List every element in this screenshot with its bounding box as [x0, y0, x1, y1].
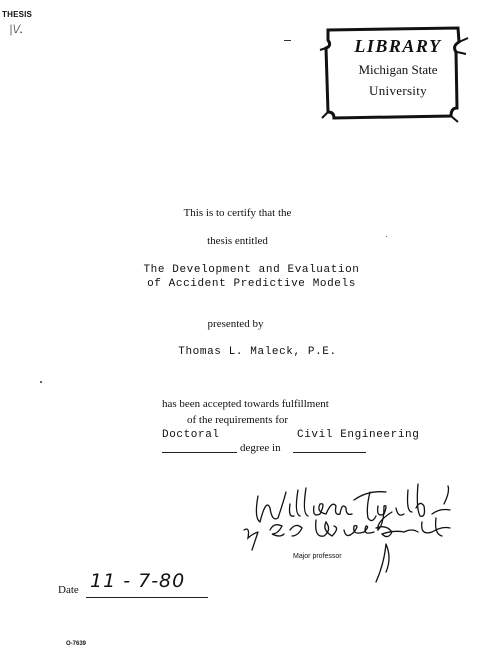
thesis-title-line1: The Development and Evaluation: [143, 264, 360, 276]
degree-field: Civil Engineering: [297, 429, 420, 441]
speck-mark: [40, 381, 42, 383]
date-label: Date: [58, 584, 79, 596]
certify-line: This is to certify that the: [183, 207, 292, 219]
form-code: O-7639: [66, 641, 87, 647]
degree-in-label: degree in: [240, 442, 281, 454]
date-value: 11 - 7-80: [90, 570, 186, 592]
degree-type-underline: [162, 452, 237, 453]
library-stamp-line3: University: [369, 83, 427, 98]
thesis-stamp-label: THESIS: [2, 10, 33, 19]
library-stamp-line2: Michigan State: [358, 62, 438, 77]
major-professor-label: Major professor: [293, 553, 342, 560]
accepted-line: has been accepted towards fulfillment: [162, 398, 329, 410]
library-stamp-title: LIBRARY: [354, 36, 442, 56]
author-name: Thomas L. Maleck, P.E.: [178, 346, 337, 358]
degree-type: Doctoral: [162, 429, 220, 441]
presented-line: presented by: [207, 318, 264, 330]
speck-mark: [386, 236, 387, 237]
degree-field-underline: [293, 452, 366, 453]
entitled-line: thesis entitled: [207, 235, 268, 247]
dash-mark: [284, 40, 291, 41]
professor-signature: [236, 478, 474, 588]
date-underline: [86, 597, 208, 598]
thesis-title-line2: of Accident Predictive Models: [147, 278, 356, 290]
requirements-line: of the requirements for: [187, 414, 289, 426]
thesis-number: |\/.: [9, 21, 24, 36]
